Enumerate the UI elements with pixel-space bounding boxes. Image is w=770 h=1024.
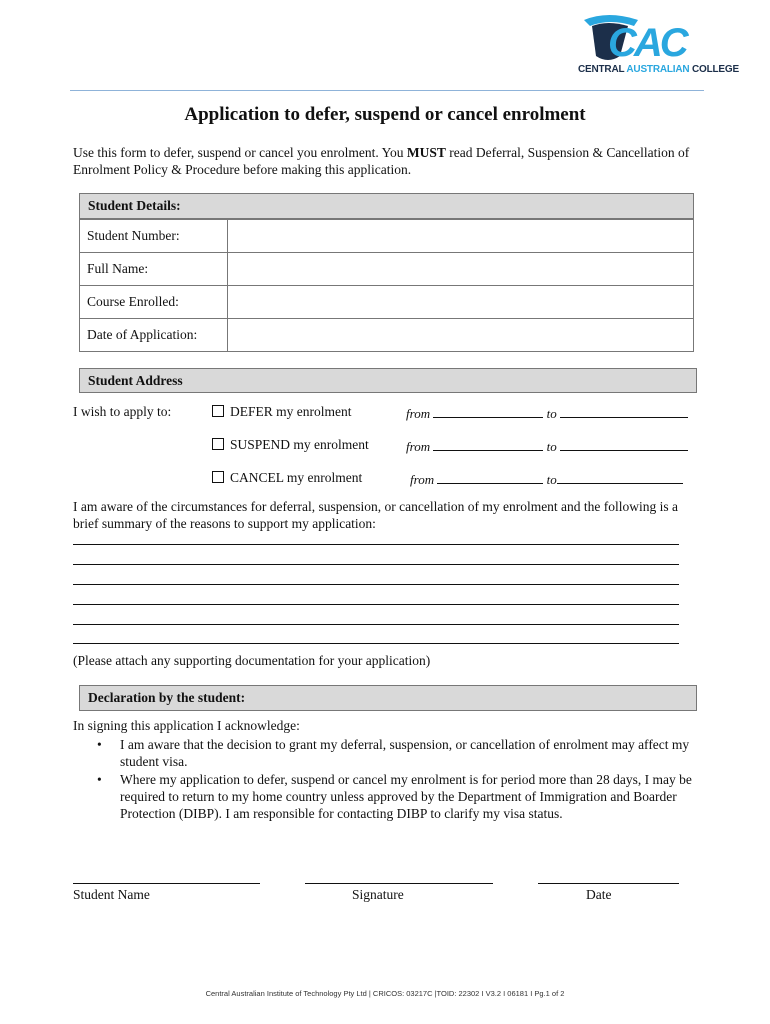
defer-option[interactable]: DEFER my enrolment (212, 404, 352, 420)
cancel-checkbox[interactable] (212, 471, 224, 483)
declaration-intro: In signing this application I acknowledge: (73, 718, 300, 733)
student-details-header: Student Details: (79, 193, 694, 219)
suspend-to-field[interactable] (560, 438, 688, 451)
date-label: Date (586, 887, 612, 902)
table-row (80, 220, 694, 253)
cancel-option[interactable]: CANCEL my enrolment (212, 470, 362, 486)
declaration-header: Declaration by the student: (79, 685, 697, 711)
suspend-date-range: from to (406, 438, 688, 455)
form-title: Application to defer, suspend or cancel enrolment (184, 104, 586, 125)
header-rule (70, 90, 704, 91)
suspend-checkbox[interactable] (212, 438, 224, 450)
cancel-date-range: from to (410, 471, 683, 488)
full-name-field[interactable] (228, 253, 694, 286)
college-logo (578, 12, 739, 78)
attachment-note: (Please attach any supporting documentation for your application) (73, 653, 431, 668)
shield-logo-icon (578, 12, 708, 66)
bullet-icon: • (97, 772, 102, 787)
student-number-field[interactable] (228, 220, 694, 253)
full-name-label: Full Name: (80, 253, 228, 286)
list-item: • Where my application to defer, suspend or cancel my enrolment is for period more than 28 days, I may be required to return to my home country unless approved by the Department of Immigration and Boarder Protection (DIBP). I am responsible for contacting DIBP to clarify my visa status. (97, 772, 692, 821)
logo-wordmark: CENTRAL AUSTRALIAN COLLEGE (578, 64, 739, 75)
reason-line[interactable] (73, 564, 679, 565)
suspend-option[interactable]: SUSPEND my enrolment (212, 437, 369, 453)
defer-checkbox[interactable] (212, 405, 224, 417)
student-details-table (79, 219, 694, 352)
course-enrolled-field[interactable] (228, 286, 694, 319)
reasons-prompt: I am aware of the circumstances for deferral, suspension, or cancellation of my enrolment and the following is a brief summary of the reasons to support my application: (73, 499, 679, 531)
reason-line[interactable] (73, 584, 679, 585)
course-enrolled-label: Course Enrolled: (80, 286, 228, 319)
reason-line[interactable] (73, 544, 679, 545)
table-row (80, 286, 694, 319)
reason-line[interactable] (73, 643, 679, 644)
bullet-icon: • (97, 737, 102, 752)
student-name-line[interactable] (73, 883, 260, 884)
logo-letters: CAC (608, 21, 686, 65)
date-line[interactable] (538, 883, 679, 884)
apply-label: I wish to apply to: (73, 404, 172, 419)
table-row (80, 253, 694, 286)
reason-line[interactable] (73, 624, 679, 625)
list-item: • I am aware that the decision to grant my deferral, suspension, or cancellation of enrolment may affect my student visa. (97, 737, 690, 769)
defer-to-field[interactable] (560, 405, 688, 418)
table-row (80, 319, 694, 352)
reason-line[interactable] (73, 604, 679, 605)
date-of-application-field[interactable] (228, 319, 694, 352)
defer-date-range: from to (406, 405, 688, 422)
intro-text: Use this form to defer, suspend or cancel you enrolment. You MUST read Deferral, Suspension & Cancellation of Enrolment Policy & Procedure before making this application. (73, 145, 690, 177)
declaration-list (73, 736, 703, 823)
signature-label: Signature (352, 887, 404, 902)
student-number-label: Student Number: (80, 220, 228, 253)
page-footer: Central Australian Institute of Technology Pty Ltd | CRICOS: 03217C |TOID: 22302 I V3.2 I 06181 I Pg.1 of 2 (205, 989, 565, 998)
student-address-header: Student Address (79, 368, 697, 393)
signature-line[interactable] (305, 883, 493, 884)
student-name-label: Student Name (73, 887, 150, 902)
date-of-application-label: Date of Application: (80, 319, 228, 352)
defer-from-field[interactable] (433, 405, 543, 418)
suspend-from-field[interactable] (433, 438, 543, 451)
cancel-to-field[interactable] (557, 471, 683, 484)
cancel-from-field[interactable] (437, 471, 543, 484)
